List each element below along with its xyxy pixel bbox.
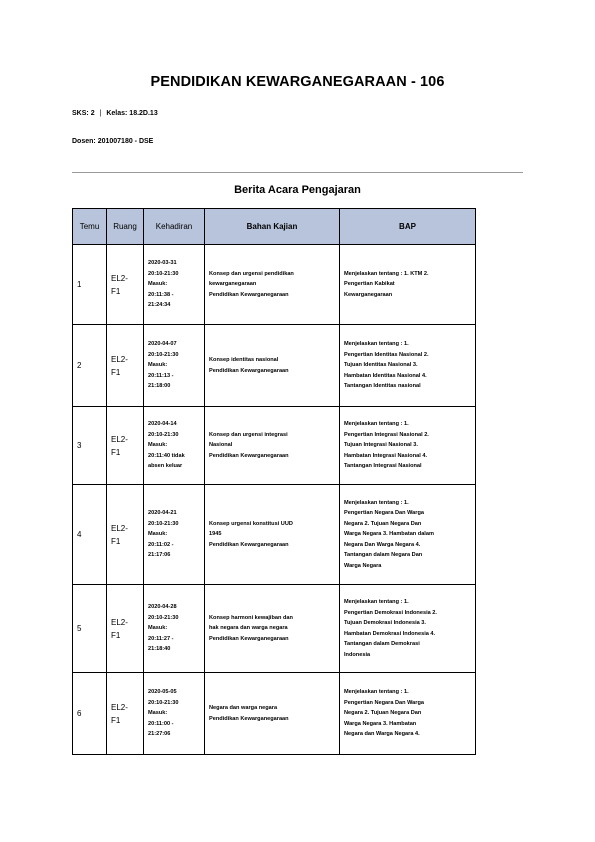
cell-kehadiran-line: 2020-04-07 — [148, 341, 177, 348]
cell-ruang-line: F1 — [111, 286, 121, 296]
cell-bap-line: Tujuan Demokrasi Indonesia 3. — [344, 620, 426, 626]
cell-temu: 2 — [73, 325, 107, 407]
bap-table — [72, 208, 476, 755]
cell-bahan-kajian-line: Konsep dan urgensi pendidikan — [209, 270, 294, 277]
cell-bap-line: Menjelaskan tentang : 1. — [344, 599, 409, 605]
cell-kehadiran-line: Masuk: — [148, 281, 168, 288]
cell-bahan-kajian-line: Konsep identitas nasional — [209, 357, 279, 363]
cell-bap-line: Pengertian Negara Dan Warga — [344, 699, 424, 706]
cell-bap-line: Negara 2. Tujuan Negara Dan — [344, 710, 422, 717]
cell-bahan-kajian-line: Pendidikan Kewarganegaraan — [209, 715, 289, 722]
cell-ruang-line: EL2- — [111, 434, 128, 444]
cell-kehadiran-line: 20:10-21:30 — [148, 614, 179, 621]
cell-temu: 1 — [73, 245, 107, 325]
cell-temu: 4 — [73, 485, 107, 585]
cell-bap-line: Tantangan Integrasi Nasional — [344, 463, 422, 470]
cell-bap-line: Menjelaskan tentang : 1. — [344, 421, 409, 428]
table-header-row — [73, 209, 476, 245]
cell-bahan-kajian — [205, 245, 340, 325]
cell-kehadiran-line: 21:18:40 — [148, 646, 171, 653]
cell-ruang — [107, 485, 144, 585]
course-title: PENDIDIKAN KEWARGANEGARAAN - 106 — [150, 74, 445, 90]
table-row — [73, 245, 476, 325]
cell-kehadiran — [144, 673, 205, 755]
cell-kehadiran — [144, 325, 205, 407]
cell-bahan-kajian-line: kewarganegaraan — [209, 281, 257, 288]
cell-kehadiran-line: 20:11:27 - — [148, 635, 174, 642]
cell-ruang-line: EL2- — [111, 354, 128, 364]
cell-bahan-kajian-line: Pendidikan Kewarganegaraan — [209, 367, 289, 374]
cell-kehadiran-line: 21:18:00 — [148, 383, 171, 390]
header-temu: Temu — [73, 209, 107, 245]
cell-bahan-kajian-line: Pendidikan Kewarganegaraan — [209, 452, 289, 459]
cell-kehadiran-line: 21:27:06 — [148, 731, 171, 738]
cell-kehadiran-line: Masuk: — [148, 710, 168, 717]
cell-ruang — [107, 325, 144, 407]
kelas-value: 18.2D.13 — [129, 110, 158, 117]
cell-bap-line: Negara Dan Warga Negara 4. — [344, 541, 421, 548]
cell-bap-line: Tantangan dalam Negara Dan — [344, 552, 423, 559]
cell-kehadiran-line: 20:11:38 - — [148, 291, 174, 298]
cell-bap — [340, 485, 476, 585]
table-body — [73, 245, 476, 755]
cell-ruang-line: EL2- — [111, 702, 128, 712]
header-bap: BAP — [340, 209, 476, 245]
cell-temu: 3 — [73, 407, 107, 485]
cell-bap-line: Tantangan dalam Demokrasi — [344, 641, 420, 647]
kelas-label: Kelas: — [106, 110, 128, 117]
cell-kehadiran-line: absen keluar — [148, 463, 183, 470]
cell-bap-line: Warga Negara 3. Hambatan dalam — [344, 531, 434, 538]
cell-kehadiran-line: Masuk: — [148, 625, 168, 632]
cell-ruang — [107, 245, 144, 325]
cell-bahan-kajian-line: Konsep dan urgensi integrasi — [209, 431, 288, 438]
cell-kehadiran-line: Masuk: — [148, 442, 168, 449]
cell-ruang — [107, 585, 144, 673]
cell-bahan-kajian-line: Negara dan warga negara — [209, 705, 278, 711]
cell-ruang-line: EL2- — [111, 523, 128, 533]
meta-separator: | — [99, 110, 102, 117]
cell-ruang-line: F1 — [111, 536, 121, 546]
cell-kehadiran-line: 2020-04-28 — [148, 604, 177, 611]
cell-kehadiran-line: 20:11:13 - — [148, 372, 174, 379]
cell-bap-line: Tujuan Identitas Nasional 3. — [344, 362, 418, 369]
cell-bap-line: Pengertian Negara Dan Warga — [344, 510, 424, 517]
cell-bap — [340, 585, 476, 673]
dosen-label: Dosen: — [72, 138, 96, 145]
sks-value: 2 — [90, 110, 95, 117]
cell-bap-line: Hambatan Demokrasi Indonesia 4. — [344, 630, 436, 637]
cell-ruang-line: EL2- — [111, 617, 128, 627]
cell-kehadiran-line: 20:10-21:30 — [148, 351, 179, 358]
cell-kehadiran-line: Masuk: — [148, 531, 168, 538]
cell-temu: 5 — [73, 585, 107, 673]
course-meta-line — [72, 110, 158, 117]
cell-bap-line: Menjelaskan tentang : 1. — [344, 689, 409, 696]
cell-bahan-kajian-line: Nasional — [209, 442, 233, 449]
sks-label: SKS: — [72, 110, 89, 117]
cell-kehadiran-line: 21:24:34 — [148, 302, 171, 309]
cell-kehadiran-line: 2020-03-31 — [148, 260, 177, 267]
cell-kehadiran-line: 20:10-21:30 — [148, 431, 179, 438]
cell-bahan-kajian-line: Pendidikan Kewarganegaraan — [209, 291, 289, 298]
cell-bahan-kajian-line: Konsep harmoni kewajiban dan — [209, 614, 293, 621]
cell-kehadiran-line: 2020-04-21 — [148, 510, 177, 517]
cell-ruang — [107, 407, 144, 485]
cell-ruang-line: F1 — [111, 715, 121, 725]
cell-bap-line: Negara dan Warga Negara 4. — [344, 731, 420, 738]
cell-bahan-kajian — [205, 407, 340, 485]
cell-temu: 6 — [73, 673, 107, 755]
cell-kehadiran — [144, 407, 205, 485]
divider — [72, 172, 523, 173]
cell-bahan-kajian-line: hak negara dan warga negara — [209, 625, 288, 632]
cell-bap-line: Pengertian Identitas Nasional 2. — [344, 351, 429, 358]
cell-ruang-line: EL2- — [111, 273, 128, 283]
cell-kehadiran — [144, 245, 205, 325]
table-row — [73, 485, 476, 585]
cell-ruang-line: F1 — [111, 630, 121, 640]
cell-bap — [340, 245, 476, 325]
cell-bap-line: Warga Negara 3. Hambatan — [344, 720, 417, 727]
cell-bahan-kajian — [205, 585, 340, 673]
cell-bap-line: Menjelaskan tentang : 1. KTM 2. — [344, 270, 429, 277]
cell-bap-line: Tantangan Identitas nasional — [344, 383, 421, 390]
cell-bahan-kajian — [205, 485, 340, 585]
cell-kehadiran-line: 20:10-21:30 — [148, 699, 179, 706]
cell-kehadiran-line: 20:10-21:30 — [148, 520, 179, 527]
cell-ruang — [107, 673, 144, 755]
cell-bap-line: Warga Negara — [344, 562, 382, 569]
cell-bap-line: Pengertian Kabikat — [344, 281, 395, 288]
cell-kehadiran-line: 2020-05-05 — [148, 689, 177, 696]
header-kehadiran: Kehadiran — [144, 209, 205, 245]
cell-bap-line: Pengertian Integrasi Nasional 2. — [344, 431, 429, 438]
cell-bahan-kajian — [205, 673, 340, 755]
cell-bap-line: Negara 2. Tujuan Negara Dan — [344, 520, 422, 527]
cell-bap — [340, 407, 476, 485]
cell-ruang-line: F1 — [111, 447, 121, 457]
cell-bap-line: Pengertian Demokrasi Indonesia 2. — [344, 609, 437, 616]
header-bahan-kajian: Bahan Kajian — [205, 209, 340, 245]
table-row — [73, 325, 476, 407]
cell-bahan-kajian-line: 1945 — [209, 531, 222, 538]
cell-kehadiran-line: Masuk: — [148, 362, 168, 369]
cell-kehadiran-line: 21:17:06 — [148, 552, 171, 559]
cell-bap — [340, 673, 476, 755]
dosen-value: 201007180 - DSE — [97, 138, 154, 145]
table-row — [73, 407, 476, 485]
cell-bap-line: Tujuan Integrasi Nasional 3. — [344, 442, 418, 449]
cell-bahan-kajian-line: Pendidikan Kewarganegaraan — [209, 541, 289, 548]
cell-bap-line: Indonesia — [344, 651, 371, 658]
cell-bahan-kajian-line: Pendidikan Kewarganegaraan — [209, 635, 289, 642]
table-row — [73, 585, 476, 673]
cell-kehadiran-line: 20:11:40 tidak — [148, 452, 185, 459]
cell-bap — [340, 325, 476, 407]
cell-bahan-kajian — [205, 325, 340, 407]
cell-bap-line: Kewarganegaraan — [344, 291, 393, 298]
cell-kehadiran — [144, 485, 205, 585]
table-row — [73, 673, 476, 755]
cell-kehadiran-line: 20:11:00 - — [148, 720, 174, 727]
cell-kehadiran-line: 20:11:02 - — [148, 541, 174, 548]
header-ruang: Ruang — [107, 209, 144, 245]
cell-kehadiran-line: 20:10-21:30 — [148, 270, 179, 277]
cell-bahan-kajian-line: Konsep urgensi konstitusi UUD — [209, 520, 293, 527]
section-title: Berita Acara Pengajaran — [234, 184, 361, 196]
cell-bap-line: Hambatan Identitas Nasional 4. — [344, 372, 427, 379]
cell-kehadiran-line: 2020-04-14 — [148, 421, 177, 428]
dosen-line — [72, 138, 153, 145]
cell-ruang-line: F1 — [111, 367, 121, 377]
cell-bap-line: Menjelaskan tentang : 1. — [344, 341, 409, 348]
cell-bap-line: Hambatan Integrasi Nasional 4. — [344, 452, 427, 459]
cell-bap-line: Menjelaskan tentang : 1. — [344, 499, 409, 506]
cell-kehadiran — [144, 585, 205, 673]
